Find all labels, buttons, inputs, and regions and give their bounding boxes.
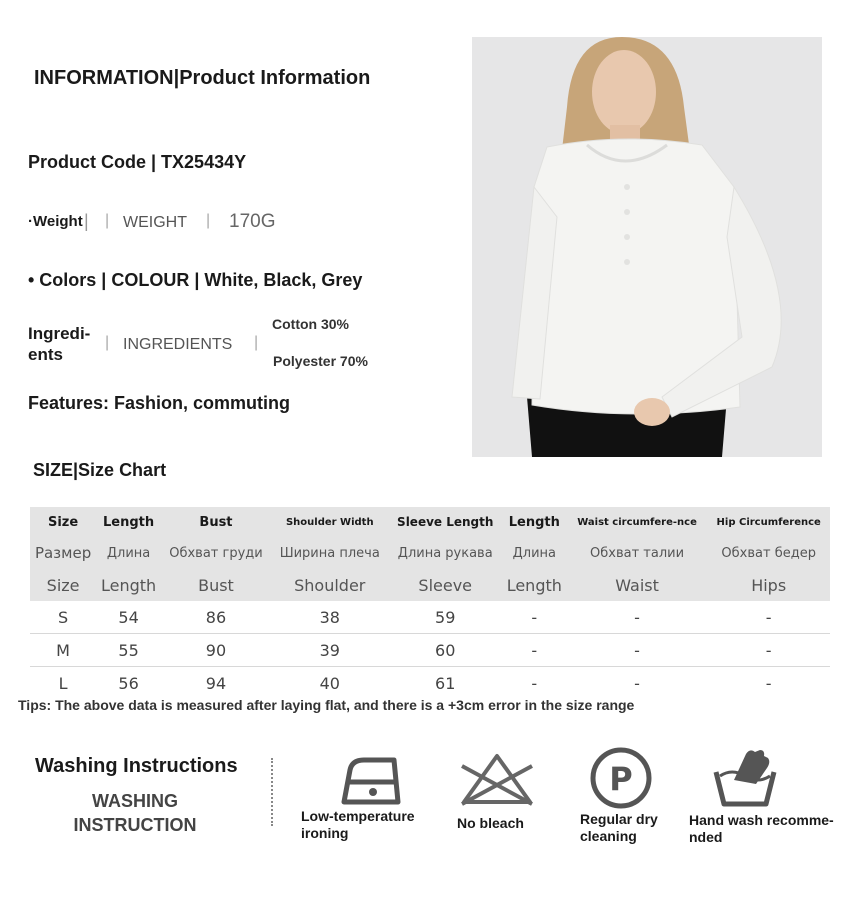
table-header-cell: Длина <box>96 537 161 569</box>
weight-en: WEIGHT <box>123 214 187 231</box>
info-title: INFORMATION|Product Information <box>34 67 371 89</box>
product-code: Product Code | TX25434Y <box>28 152 247 172</box>
table-cell: 56 <box>118 673 139 693</box>
size-table <box>30 507 830 699</box>
table-header-cell: Length <box>96 507 161 537</box>
weight-label: ·Weight <box>28 213 83 230</box>
table-cell: 59 <box>389 601 502 634</box>
table-header-cell: Size <box>30 569 96 601</box>
table-header-cell: Waist <box>567 569 708 601</box>
hand-wash-label: Hand wash recomme-nded <box>689 812 834 845</box>
iron-icon <box>336 754 408 808</box>
colors-line: • Colors | COLOUR | White, Black, Grey <box>28 270 363 290</box>
washing-subtitle-1: WASHING <box>91 791 178 811</box>
dry-clean-icon <box>589 746 653 810</box>
table-cell: - <box>502 601 567 634</box>
weight-row <box>28 211 328 233</box>
table-header-cell: Длина <box>502 537 567 569</box>
table-cell: 86 <box>161 601 271 634</box>
ingredients-separator: | <box>105 334 110 351</box>
table-header-cell: Length <box>96 569 161 601</box>
table-cell: - <box>531 673 538 693</box>
table-header-cell: Shoulder Width <box>271 507 389 537</box>
dry-clean-label: Regular dry cleaning <box>580 811 658 844</box>
hand-wash-icon <box>712 746 778 808</box>
table-cell: 38 <box>271 601 389 634</box>
table-header-cell: Waist circumfere-nce <box>567 507 708 537</box>
table-header-cell: Sleeve Length <box>389 507 502 537</box>
table-header-row-ru <box>30 537 830 569</box>
table-cell: 94 <box>205 673 227 693</box>
weight-value: 170G <box>229 211 276 232</box>
table-header-cell: Length <box>502 507 567 537</box>
table-header-cell: Обхват талии <box>567 537 708 569</box>
table-cell: 39 <box>271 634 389 667</box>
table-cell: L <box>58 673 68 693</box>
size-tips: Tips: The above data is measured after laying flat, and there is a +3cm error in the size range <box>18 697 635 713</box>
table-cell: - <box>567 601 708 634</box>
no-bleach-label: No bleach <box>457 815 524 831</box>
weight-separator-2: | <box>206 212 211 229</box>
table-cell: - <box>502 634 567 667</box>
table-header-cell: Hips <box>707 569 830 601</box>
table-header-cell: Sleeve <box>389 569 502 601</box>
ingredients-separator-2: | <box>254 334 259 351</box>
table-cell: S <box>30 601 96 634</box>
table-header-cell: Shoulder <box>271 569 389 601</box>
ingredients-label: Ingredi- ents <box>28 324 91 364</box>
washing-subtitle-2: INSTRUCTION <box>73 815 197 835</box>
table-cell: 40 <box>319 673 340 693</box>
table-cell: 61 <box>435 673 456 693</box>
table-row <box>30 667 830 700</box>
features-line: Features: Fashion, commuting <box>28 393 291 413</box>
washing-title: Washing Instructions <box>35 755 238 777</box>
table-header-cell: Length <box>502 569 567 601</box>
table-header-cell: Обхват груди <box>161 537 271 569</box>
no-bleach-icon <box>458 750 536 808</box>
table-cell: 55 <box>96 634 161 667</box>
table-header-cell: Обхват бедер <box>707 537 830 569</box>
table-cell: - <box>634 673 640 693</box>
table-cell: - <box>765 673 772 693</box>
washing-divider <box>271 758 273 826</box>
table-header-cell: Длина рукава <box>389 537 502 569</box>
model-illustration <box>472 37 822 457</box>
table-header-row-en <box>30 507 830 537</box>
weight-mark: | <box>84 211 89 231</box>
table-header-cell: Bust <box>161 569 271 601</box>
svg-text:P: P <box>609 760 633 798</box>
table-header-cell: Размер <box>30 537 96 569</box>
table-row <box>30 601 830 634</box>
ingredients-en: INGREDIENTS <box>123 336 233 353</box>
weight-separator: | <box>105 212 110 229</box>
table-cell: 54 <box>96 601 161 634</box>
table-cell: M <box>30 634 96 667</box>
polyester-value: Polyester 70% <box>273 353 368 369</box>
table-cell: 90 <box>161 634 271 667</box>
iron-label: Low-temperature ironing <box>301 808 415 841</box>
cotton-value: Cotton 30% <box>272 316 349 332</box>
product-photo <box>472 37 822 457</box>
table-cell: - <box>567 634 708 667</box>
table-row <box>30 634 830 667</box>
table-header-cell: Ширина плеча <box>271 537 389 569</box>
table-header-cell: Bust <box>161 507 271 537</box>
table-header-row-short <box>30 569 830 601</box>
table-cell: 60 <box>389 634 502 667</box>
table-cell: - <box>707 601 830 634</box>
table-header-cell: Hip Circumference <box>707 507 830 537</box>
table-header-cell: Size <box>30 507 96 537</box>
table-cell: - <box>707 634 830 667</box>
size-chart-title: SIZE|Size Chart <box>33 460 167 480</box>
